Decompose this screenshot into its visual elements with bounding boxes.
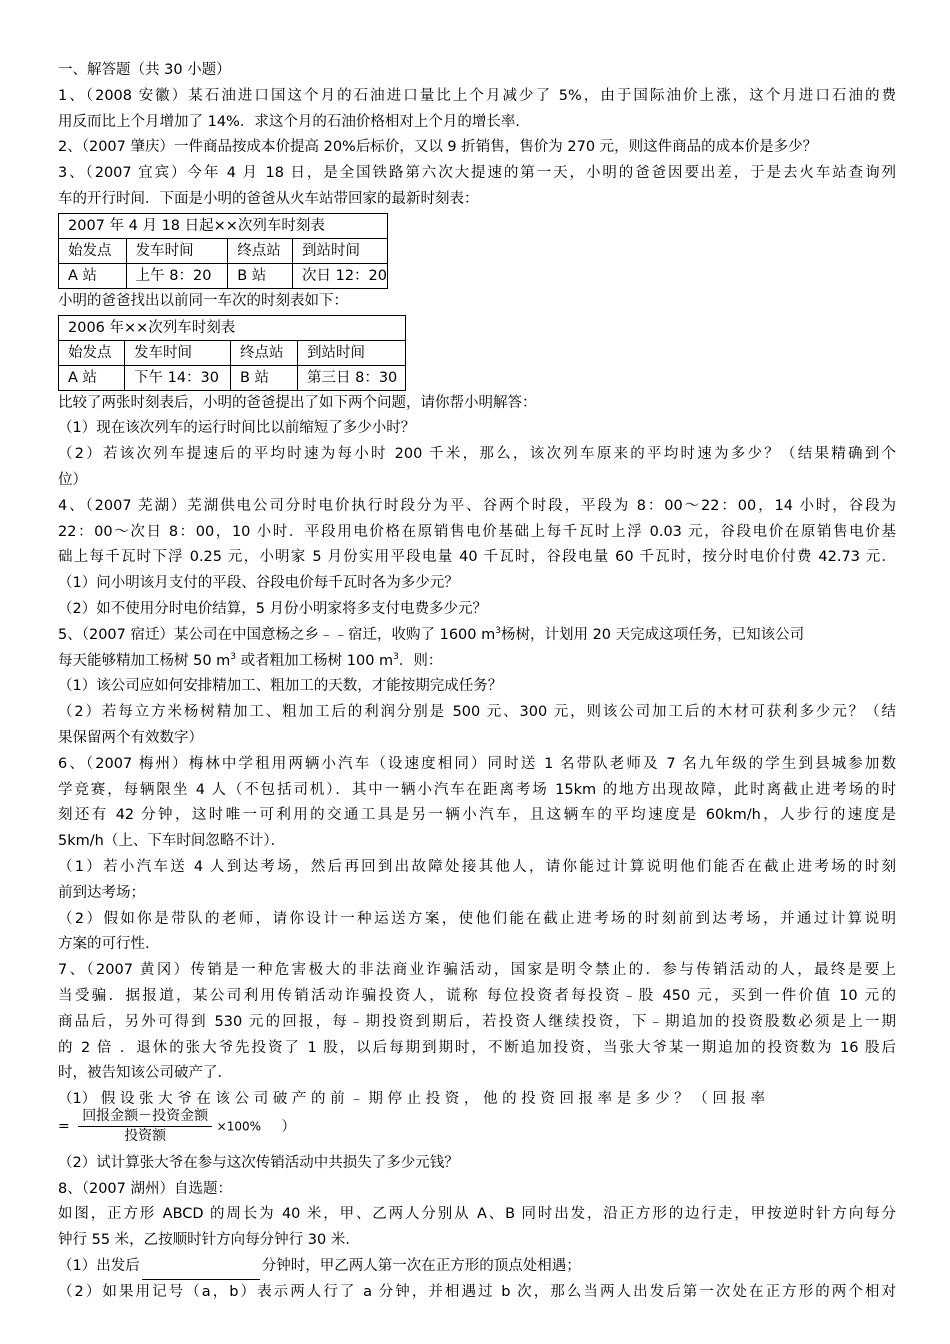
q6-part-1-line-1: （1）若小汽车送 4 人到达考场，然后再回到出故障处接其他人，请你能过计算说明他们能否在截止进考场的时刻 [58, 858, 896, 875]
q7-line-2: 当受骗．据报道，某公司利用传销活动诈骗投资人，谎称 每位投资者每投资﹣股 450 元，买到一件价值 10 元的 [58, 987, 896, 1004]
q7-line-4: 的 2 倍 ．退休的张大爷先投资了 1 股，以后每期到期时，不断追加投资，当张大爷某一期追加的投资数为 16 股后 [58, 1039, 896, 1056]
table-cell: 第三日 8：30 [298, 365, 406, 390]
document-page [58, 58, 896, 1306]
q5-line-2 [58, 649, 896, 675]
q8-part-1-prefix: （1）出发后 [58, 1258, 140, 1275]
q7-part-2: （2）试计算张大爷在参与这次传销活动中共损失了多少元钱？ [58, 1154, 459, 1171]
superscript: 3 [495, 625, 501, 636]
q6-line-4: 5km/h（上、下车时间忽略不计）． [58, 833, 286, 850]
q5-text: 5、（2007 宿迁）某公司在中国意杨之乡﹣﹣宿迁，收购了 1600 m [58, 626, 496, 643]
q4-line-1: 4、（2007 芜湖）芜湖供电公司分时电价执行时段分为平、谷两个时段，平段为 8：00～22：00，14 小时，谷段为 [58, 497, 896, 514]
q3-line-1: 3、（2007 宜宾）今年 4 月 18 日，是全国铁路第六次大提速的第一天，小明的爸爸因要出差，于是去火车站查询列 [58, 165, 896, 182]
timetable-2007-title: 2007 年 4 月 18 日起××次列车时刻表 [59, 213, 388, 238]
table-cell: B 站 [231, 365, 298, 390]
table-header-cell: 始发点 [59, 238, 127, 263]
q4-part-2: （2）如不使用分时电价结算，5 月份小明家将多支付电费多少元？ [58, 600, 488, 617]
q8-line-2: 如图，正方形 ABCD 的周长为 40 米，甲、乙两人分别从 A、B 同时出发，沿正方形的边行走，甲按逆时针方向每分 [58, 1206, 896, 1223]
timetable-2007 [58, 213, 388, 289]
q8-part-1-suffix: 分钟时，甲乙两人第一次在正方形的顶点处相遇； [261, 1258, 581, 1275]
closing-paren: ） [281, 1119, 296, 1136]
q3-part-2-line-1: （2）若该次列车提速后的平均时速为每小时 200 千米，那么，该次列车原来的平均时速为多少？（结果精确到个 [58, 446, 896, 463]
q6-line-2: 学竞赛，每辆限坐 4 人（不包括司机）．其中一辆小汽车在距离考场 15km 的地方出现故障，此时离截止进考场的时 [58, 781, 896, 798]
q3-line-3: 小明的爸爸找出以前同一车次的时刻表如下： [58, 292, 348, 309]
table-cell: 下午 14：30 [125, 365, 231, 390]
q8-part-2: （2）如果用记号（a，b）表示两人行了 a 分钟，并相遇过 b 次，那么当两人出发后第一次处在正方形的两个相对 [58, 1283, 896, 1300]
equals-sign: = [58, 1118, 70, 1135]
q6-line-1: 6、（2007 梅州）梅林中学租用两辆小汽车（设速度相同）同时送 1 名带队老师及 7 名九年级的学生到县城参加数 [58, 755, 896, 772]
timetable-2006-title: 2006 年××次列车时刻表 [59, 315, 406, 340]
q5-part-2-line-1: （2）若每立方米杨树精加工、粗加工后的利润分别是 500 元、300 元，则该公司加工后的木材可获利多少元？（结 [58, 704, 896, 721]
table-cell: A 站 [59, 263, 127, 288]
table-header-cell: 发车时间 [126, 238, 228, 263]
table-header-cell: 到站时间 [292, 238, 387, 263]
q5-part-1: （1）该公司应如何安排精加工、粗加工的天数，才能按期完成任务？ [58, 678, 503, 695]
table-cell: 上午 8：20 [126, 263, 228, 288]
superscript: 3 [230, 651, 237, 662]
q6-line-3: 刻还有 42 分钟，这时唯一可利用的交通工具是另一辆小汽车，且这辆车的平均速度是 60km/h，人步行的速度是 [58, 807, 896, 824]
fraction-numerator: 回报金额－投资金额 [78, 1107, 212, 1127]
table-header-cell: 始发点 [59, 340, 125, 365]
table-header-cell: 到站时间 [298, 340, 406, 365]
q4-line-2: 22：00～次日 8：00，10 小时．平段用电价格在原销售电价基础上每千瓦时上浮 0.03 元，谷段电价在原销售电价基 [58, 523, 896, 540]
q7-line-5: 时，被告知该公司破产了． [58, 1065, 232, 1082]
q8-line-1: 8、（2007 湖州）自选题： [58, 1180, 232, 1197]
q4-line-3: 础上每千瓦时下浮 0.25 元，小明家 5 月份实用平段电量 40 千瓦时，谷段电量 60 千瓦时，按分时电价付费 42.73 元． [58, 549, 896, 566]
q6-part-2-line-1: （2）假如你是带队的老师，请你设计一种运送方案，使他们能在截止进考场的时刻前到达考场，并通过计算说明 [58, 910, 896, 927]
q7-formula [58, 1107, 896, 1151]
table-header-cell: 终点站 [228, 238, 293, 263]
q5-text: ．则： [398, 652, 443, 669]
table-header-cell: 发车时间 [125, 340, 231, 365]
q5-text: 杨树，计划用 20 天完成这项任务，已知该公司 [500, 626, 805, 643]
table-cell: B 站 [228, 263, 293, 288]
return-rate-fraction [78, 1107, 212, 1146]
section-heading: 一、解答题（共 30 小题） [58, 62, 231, 78]
q3-part-1: （1）现在该次列车的运行时间比以前缩短了多少小时？ [58, 420, 416, 437]
q6-part-2-line-2: 方案的可行性． [58, 936, 160, 953]
table-header-cell: 终点站 [231, 340, 298, 365]
timetable-2006 [58, 315, 406, 391]
fraction-multiplier: ×100% [216, 1119, 262, 1134]
q7-part-1: （1） 假 设 张 大 爷 在 该 公 司 破 产 的 前 ﹣ 期 停 止 投 资 ， 他 的 投 资 回 报 率 是 多 少 ？ （ 回 报 率 [58, 1091, 766, 1108]
q6-part-1-line-2: 前到达考场； [58, 884, 145, 901]
q4-part-1: （1）问小明该月支付的平段、谷段电价每千瓦时各为多少元？ [58, 575, 459, 592]
q1-line-2: 用反而比上个月增加了 14%．求这个月的石油价格相对上个月的增长率． [58, 113, 530, 130]
q2-line-1: 2、（2007 肇庆）一件商品按成本价提高 20%后标价，又以 9 折销售，售价为 270 元，则这件商品的成本价是多少？ [58, 139, 818, 156]
fraction-denominator: 投资额 [124, 1127, 167, 1144]
q5-text: 或者粗加工杨树 100 m [236, 652, 394, 669]
q5-line-1 [58, 623, 896, 649]
q7-line-3: 商品后，另外可得到 530 元的回报，每﹣期投资到期后，若投资人继续投资，下﹣期追加的投资股数必须是上一期 [58, 1013, 896, 1030]
q5-part-2-line-2: 果保留两个有效数字） [58, 729, 203, 746]
q8-line-3: 钟行 55 米，乙按顺时针方向每分钟行 30 米． [58, 1232, 360, 1249]
q3-line-4: 比较了两张时刻表后，小明的爸爸提出了如下两个问题，请你帮小明解答： [58, 394, 537, 411]
q7-line-1: 7、（2007 黄冈）传销是一种危害极大的非法商业诈骗活动，国家是明令禁止的．参与传销活动的人，最终是要上 [58, 962, 896, 979]
q8-part-1 [58, 1254, 896, 1280]
q1-line-1: 1、（2008 安徽）某石油进口国这个月的石油进口量比上个月减少了 5%，由于国际油价上涨，这个月进口石油的费 [58, 87, 896, 104]
q3-line-2: 车的开行时间．下面是小明的爸爸从火车站带回家的最新时刻表： [58, 190, 479, 207]
answer-blank[interactable] [142, 1263, 260, 1280]
table-cell: 次日 12：20 [292, 263, 387, 288]
q5-text: 每天能够精加工杨树 50 m [58, 652, 231, 669]
superscript: 3 [393, 651, 399, 662]
q3-part-2-line-2: 位） [58, 471, 87, 488]
table-cell: A 站 [59, 365, 125, 390]
